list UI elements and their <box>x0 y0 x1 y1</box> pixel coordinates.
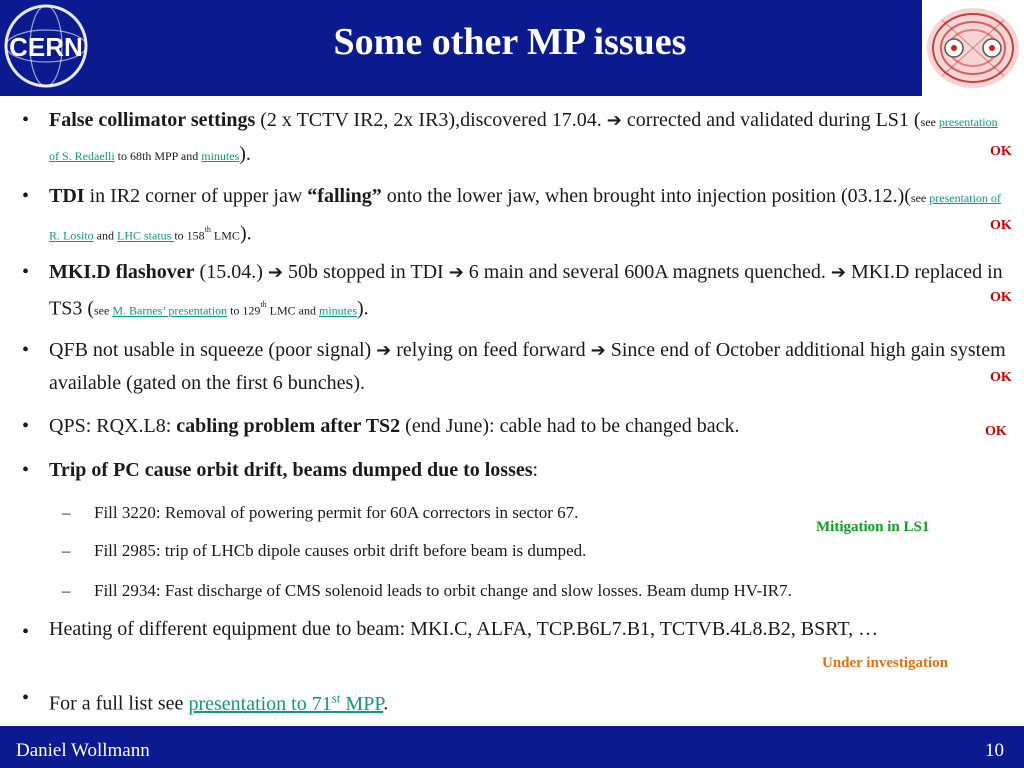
sub-bullet-marker: – <box>62 581 71 600</box>
bullet-marker: • <box>22 621 30 643</box>
sub-bullet-marker: – <box>62 503 71 522</box>
item-text: (15.04.) <box>194 261 268 283</box>
item-bold: False collimator settings <box>49 109 256 131</box>
lhc-status-link[interactable]: LHC status <box>117 228 175 243</box>
bullet-marker: • <box>22 415 30 437</box>
item-text: (2 x TCTV IR2, 2x IR3),discovered 17.04. <box>255 109 607 131</box>
mpp-presentation-link[interactable]: presentation to 71st MPP <box>188 690 384 715</box>
item-text: LMC <box>210 228 240 243</box>
item-text: (end June): cable had to be changed back. <box>400 415 740 437</box>
list-item <box>49 454 1009 486</box>
right-arrow-icon: ➔ <box>830 262 847 283</box>
item-text: ). <box>357 297 369 320</box>
item-bold: Trip of PC cause orbit drift, beams dumped due to losses <box>49 459 533 481</box>
right-arrow-icon: ➔ <box>376 340 392 361</box>
item-see: see <box>920 115 939 129</box>
item-sup: th <box>260 300 267 309</box>
sub-list-item: Fill 2934: Fast discharge of CMS solenoid leads to orbit change and slow losses. Beam dump HV-IR7. <box>94 581 792 600</box>
item-text: to 68th MPP and <box>114 149 202 163</box>
list-item <box>49 180 1009 252</box>
item-bold: MKI.D flashover <box>49 261 195 283</box>
item-text: relying on feed forward <box>391 339 591 361</box>
item-text: to 158 <box>174 228 205 243</box>
list-item <box>49 256 1009 327</box>
item-bold: cabling problem after TS2 <box>176 415 401 437</box>
footer-bar <box>0 726 1024 768</box>
cern-logo-text: CERN <box>9 32 83 62</box>
mitigation-label: Mitigation in LS1 <box>816 519 930 535</box>
item-bold: TDI <box>49 185 85 207</box>
minutes-link[interactable]: minutes <box>319 303 357 318</box>
investigation-label: Under investigation <box>822 655 948 671</box>
list-item <box>49 410 1009 442</box>
item-text: ). <box>239 222 252 245</box>
item-text: . <box>383 692 389 715</box>
item-text: corrected and validated during LS1 ( <box>621 109 921 131</box>
item-text: in IR2 corner of upper jaw <box>84 185 308 207</box>
item-text: LMC and <box>266 303 319 318</box>
status-badge: OK <box>990 144 1012 159</box>
status-badge: OK <box>990 218 1012 233</box>
slide-content <box>0 98 1024 724</box>
item-text: 6 main and several 600A magnets quenched. <box>463 261 831 283</box>
barnes-presentation-link[interactable]: M. Barnes’ presentation <box>112 303 228 318</box>
item-text: onto the lower jaw, when brought into injection position (03.12.)( <box>381 185 911 207</box>
item-text: Since end of October additional high gain system available (gated on the first 6 bunches). <box>49 339 1006 394</box>
item-see: see <box>94 303 113 318</box>
bullet-marker: • <box>22 339 30 361</box>
sub-list-item: Fill 2985: trip of LHCb dipole causes orbit drift before beam is dumped. <box>94 541 587 560</box>
item-text: : <box>532 459 539 481</box>
list-item <box>49 104 1009 172</box>
item-text: to 129 <box>227 303 261 318</box>
status-badge: OK <box>990 290 1012 305</box>
list-item <box>49 682 1009 720</box>
sub-list-item: Fill 3220: Removal of powering permit for 60A correctors in sector 67. <box>94 503 579 522</box>
right-arrow-icon: ➔ <box>267 262 283 283</box>
header-bar <box>0 0 1024 96</box>
status-badge: OK <box>990 370 1012 385</box>
item-text: QPS: RQX.L8: <box>49 415 177 437</box>
redaelli-presentation-link[interactable]: presentation of S. Redaelli <box>49 115 998 163</box>
right-arrow-icon: ➔ <box>448 262 464 283</box>
footer-author: Daniel Wollmann <box>16 740 150 761</box>
page-title: Some other MP issues <box>333 21 687 63</box>
item-text: MKI.D replaced in TS3 ( <box>49 261 1003 320</box>
page-number: 10 <box>985 740 1004 761</box>
item-text: QFB not usable in squeeze (poor signal) <box>49 339 377 361</box>
minutes-link[interactable]: minutes <box>201 149 240 163</box>
item-text: 50b stopped in TDI <box>282 261 449 283</box>
bullet-marker: • <box>22 459 30 481</box>
item-bold: “falling” <box>307 185 382 207</box>
losito-presentation-link[interactable]: presentation of R. Losito <box>49 191 1001 243</box>
lhc-magnet-logo <box>922 0 1024 96</box>
sub-bullet-marker: – <box>62 541 71 560</box>
item-sup: th <box>204 225 211 234</box>
bullet-marker: • <box>22 109 30 131</box>
item-text: ). <box>239 143 251 165</box>
right-arrow-icon: ➔ <box>590 340 606 361</box>
bullet-marker: • <box>22 261 30 283</box>
item-see: see <box>910 191 930 205</box>
right-arrow-icon: ➔ <box>606 110 622 131</box>
bullet-marker: • <box>22 185 30 207</box>
list-item <box>49 334 1009 399</box>
item-text: For a full list see <box>49 692 189 715</box>
status-badge: OK <box>985 424 1007 439</box>
cern-logo <box>0 0 100 96</box>
bullet-marker: • <box>22 687 30 709</box>
list-item: Heating of different equipment due to beam: MKI.C, ALFA, TCP.B6L7.B1, TCTVB.4L8.B2, BSRT, … <box>49 618 879 640</box>
item-text: and <box>93 228 117 243</box>
